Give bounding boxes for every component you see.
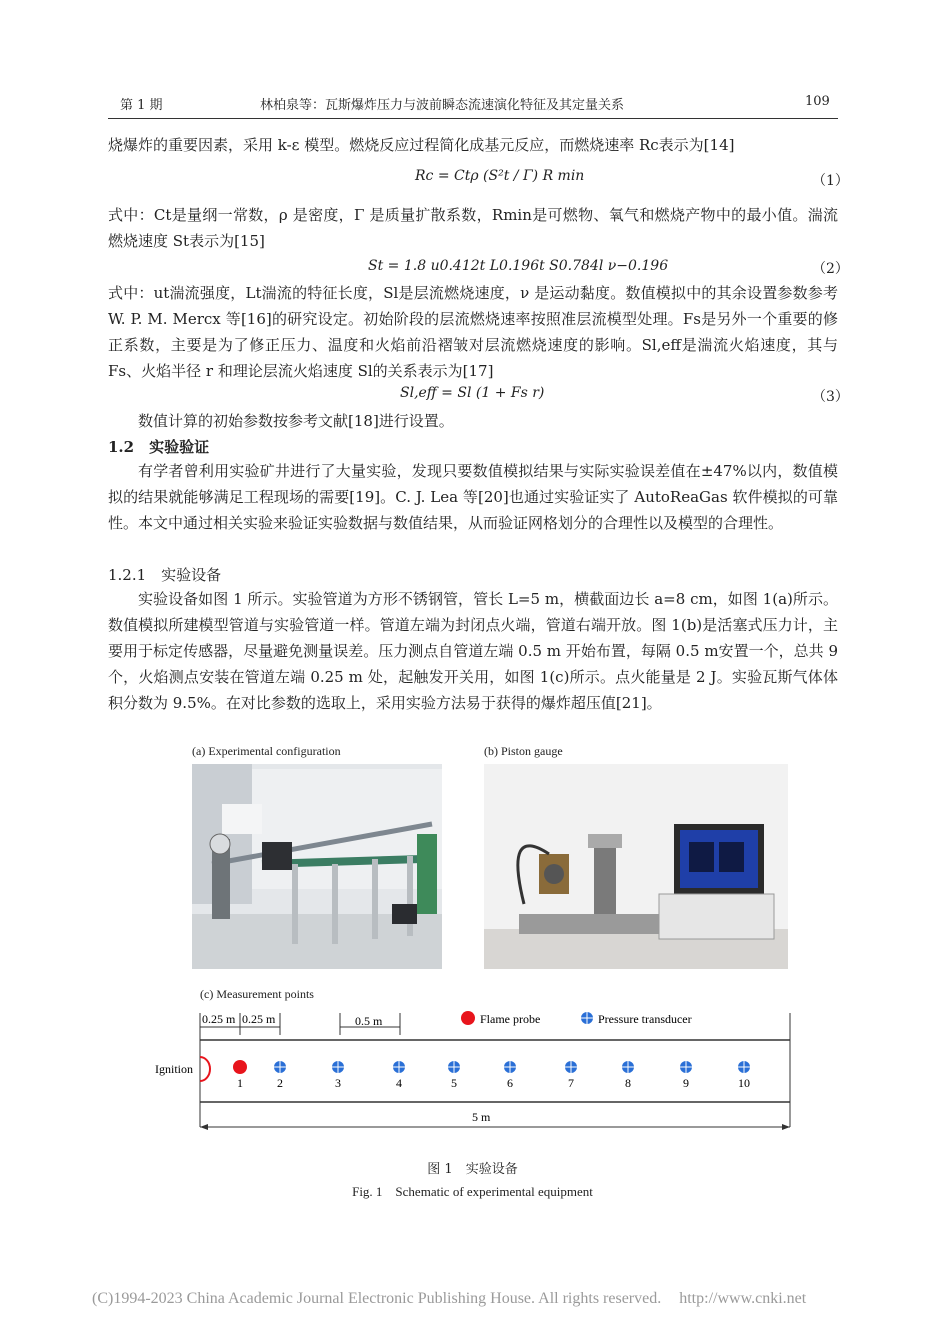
point-number-label: 10 xyxy=(738,1076,750,1090)
paragraph-4: 数值计算的初始参数按参考文献[18]进行设置。 xyxy=(138,412,454,430)
running-title: 林柏泉等：瓦斯爆炸压力与波前瞬态流速演化特征及其定量关系 xyxy=(260,98,625,113)
point-number-label: 3 xyxy=(335,1076,341,1090)
copyright-footer xyxy=(92,1290,806,1308)
page-number: 109 xyxy=(805,94,830,109)
pressure-transducer-point xyxy=(738,1061,750,1090)
paragraph-5: 有学者曾利用实验矿井进行了大量实验，发现只要数值模拟结果与实际实验误差值在±47%以内，数值模拟的结果就能够满足工程现场的需要[19]。C. J. Lea 等[20]也通过实验证实了 AutoReaGas 软件模拟的可靠性。本文中通过相关实验来验证实验数据与数值结果，从而验证网格划分的合理性以及模型的合理性。 xyxy=(108,462,838,532)
issue-label: 第 1 期 xyxy=(120,98,163,113)
pressure-transducer-point xyxy=(680,1061,692,1090)
figure-label-a: (a) Experimental configuration xyxy=(192,744,341,758)
pressure-transducer-point xyxy=(274,1061,286,1090)
equation-2-number: （2） xyxy=(812,261,849,277)
figure-caption-cn: 图 1 实验设备 xyxy=(427,1162,518,1177)
paragraph-2: 式中：Ct是量纲一常数，ρ 是密度，Γ 是质量扩散系数，Rmin是可燃物、氧气和燃烧产物中的最小值。湍流燃烧速度 St表示为[15] xyxy=(108,206,838,250)
dim-label-05: 0.5 m xyxy=(355,1014,383,1028)
section-heading-1-2: 1.2 实验验证 xyxy=(108,438,210,456)
footer-url[interactable]: http://www.cnki.net xyxy=(679,1290,807,1307)
dim-label-025-a: 0.25 m xyxy=(202,1012,236,1026)
figure-caption-en: Fig. 1 Schematic of experimental equipment xyxy=(352,1184,593,1199)
paragraph-3: 式中：ut湍流强度，Lt湍流的特征长度，Sl是层流燃烧速度，ν 是运动黏度。数值模拟中的其余设置参数参考 W. P. M. Mercx 等[16]的研究设定。初始阶段的层流燃烧速率按照准层流模型处理。Fs是另外一个重要的修正系数，主要是为了修正压力、温度和火焰前沿褶皱对层流燃烧速度的影响。Sl,eff是湍流火焰速度，其与 Fs、火焰半径 r 和理论层流火焰速度 Sl的关系表示为[17] xyxy=(108,284,838,380)
equation-2: St = 1.8 u0.412t L0.196t S0.784l ν−0.196 xyxy=(368,258,669,274)
equation-1: Rc = Ctρ (S²t / Γ) R min xyxy=(415,168,585,184)
paragraph-6: 实验设备如图 1 所示。实验管道为方形不锈钢管，管长 L=5 m，横截面边长 a=8 cm，如图 1(a)所示。数值模拟所建模型管道与实验管道一样。管道左端为封闭点火端，管道右端开放。图 1(b)是活塞式压力计，主要用于标定传感器，尽量避免测量误差。压力测点自管道左端 0.5 m 开始布置，每隔 0.5 m安置一个，总共 9 个，火焰测点安装在管道左端 0.25 m 处，起触发开关用，如图 1(c)所示。点火能量是 2 J。实验瓦斯气体体积分数为 9.5%。在对比参数的选取上，采用实验方法易于获得的爆炸超压值[21]。 xyxy=(108,590,838,712)
equation-1-number: （1） xyxy=(812,173,849,189)
experimental-configuration-photo xyxy=(192,764,442,969)
pressure-transducer-point xyxy=(448,1061,460,1090)
pressure-transducer-point xyxy=(504,1061,516,1090)
header-rule xyxy=(108,118,838,119)
point-number-label: 9 xyxy=(683,1076,689,1090)
pressure-transducer-point xyxy=(332,1061,344,1090)
equation-3: Sl,eff = Sl (1 + Fs r) xyxy=(400,385,545,401)
figure-label-b: (b) Piston gauge xyxy=(484,744,563,758)
ignition-arc xyxy=(200,1057,210,1081)
pressure-transducer-point xyxy=(565,1061,577,1090)
equation-3-number: （3） xyxy=(812,389,849,405)
flame-probe-point xyxy=(233,1060,247,1090)
ignition-label: Ignition xyxy=(155,1062,193,1076)
flame-probe-legend-marker xyxy=(461,1011,475,1025)
total-length-label: 5 m xyxy=(472,1110,491,1124)
point-number-label: 5 xyxy=(451,1076,457,1090)
point-number-label: 1 xyxy=(237,1076,243,1090)
paragraph-1: 烧爆炸的重要因素，采用 k-ε 模型。燃烧反应过程简化成基元反应，而燃烧速率 Rc表示为[14] xyxy=(108,136,735,154)
legend-pressure-transducer: Pressure transducer xyxy=(598,1012,692,1026)
measurement-points-diagram xyxy=(150,1005,800,1135)
pressure-legend-marker xyxy=(581,1012,593,1024)
figure-label-c: (c) Measurement points xyxy=(200,987,314,1001)
section-heading-1-2-1: 1.2.1 实验设备 xyxy=(108,566,222,584)
point-number-label: 8 xyxy=(625,1076,631,1090)
pressure-transducer-point xyxy=(393,1061,405,1090)
point-number-label: 2 xyxy=(277,1076,283,1090)
dim-label-025-b: 0.25 m xyxy=(242,1012,276,1026)
point-number-label: 7 xyxy=(568,1076,574,1090)
point-number-label: 6 xyxy=(507,1076,513,1090)
piston-gauge-photo xyxy=(484,764,788,969)
copyright-text: (C)1994-2023 China Academic Journal Electronic Publishing House. All rights reserved. xyxy=(92,1290,662,1307)
legend-flame-probe: Flame probe xyxy=(480,1012,541,1026)
point-number-label: 4 xyxy=(396,1076,402,1090)
pressure-transducer-point xyxy=(622,1061,634,1090)
